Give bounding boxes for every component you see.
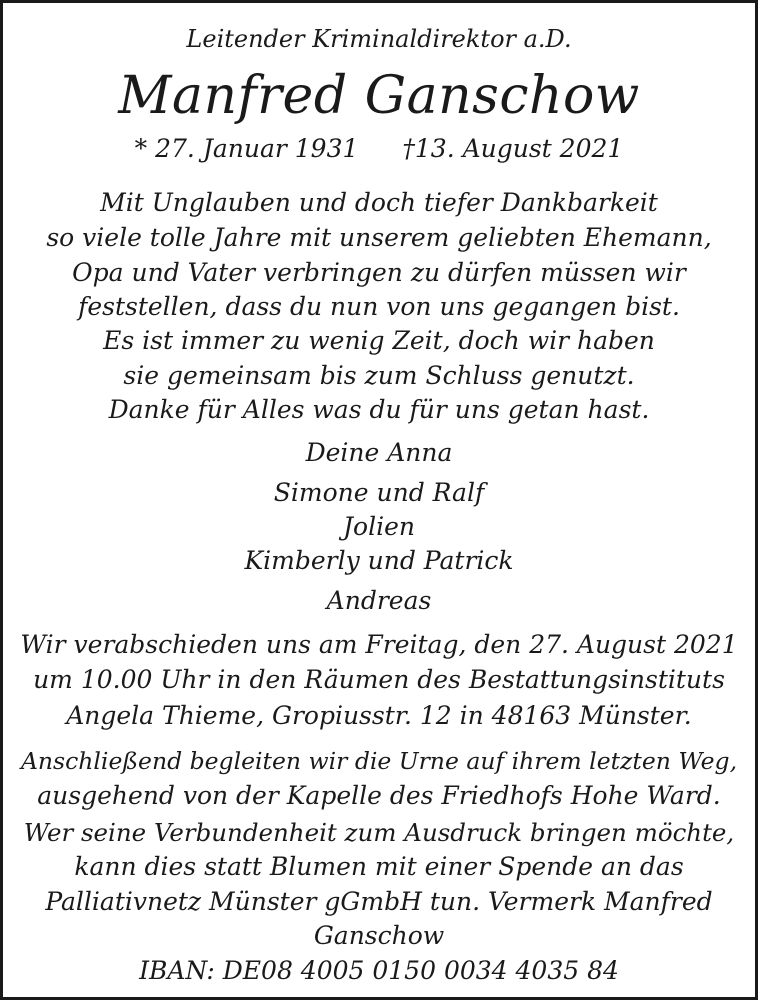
deceased-name: Manfred Ganschow — [118, 66, 640, 126]
detail-line: Angela Thieme, Gropiusstr. 12 in 48163 Münster. — [66, 701, 692, 730]
detail-line: Wir verabschieden uns am Freitag, den 27. August 2021 — [20, 630, 738, 659]
family-member: Kimberly und Patrick — [244, 546, 514, 575]
poem-line: so viele tolle Jahre mit unserem geliebten Ehemann, — [46, 223, 712, 252]
detail-line: kann dies statt Blumen mit einer Spende an das — [74, 852, 684, 881]
detail-line: Wer seine Verbundenheit zum Ausdruck bringen möchte, — [23, 818, 735, 847]
poem-line: feststellen, dass du nun von uns gegangen bist. — [78, 292, 680, 321]
poem-line: Mit Unglauben und doch tiefer Dankbarkeit — [100, 188, 658, 217]
poem-line: sie gemeinsam bis zum Schluss genutzt. — [123, 361, 635, 390]
detail-line: Anschließend begleiten wir die Urne auf ihrem letzten Weg, — [20, 747, 738, 775]
death-date: †13. August 2021 — [402, 134, 624, 163]
poem-line: Es ist immer zu wenig Zeit, doch wir haben — [103, 326, 655, 355]
deceased-title: Leitender Kriminaldirektor a.D. — [186, 25, 572, 53]
poem-line: Opa und Vater verbringen zu dürfen müssen wir — [72, 258, 686, 287]
family-member: Andreas — [326, 586, 432, 615]
life-dates — [3, 131, 755, 167]
family-member: Jolien — [343, 512, 415, 541]
birth-date: * 27. Januar 1931 — [134, 134, 359, 163]
detail-line: ausgehend von der Kapelle des Friedhofs Hohe Ward. — [37, 781, 721, 810]
iban-line: IBAN: DE08 4005 0150 0034 4035 84 — [139, 956, 619, 985]
detail-line: um 10.00 Uhr in den Räumen des Bestattungsinstituts — [33, 665, 725, 694]
family-member: Deine Anna — [305, 438, 453, 467]
family-member: Simone und Ralf — [273, 478, 485, 507]
detail-line: Palliativnetz Münster gGmbH tun. Vermerk Manfred — [45, 887, 713, 916]
detail-line: Ganschow — [313, 921, 445, 950]
poem-line: Danke für Alles was du für uns getan hast. — [108, 395, 650, 424]
